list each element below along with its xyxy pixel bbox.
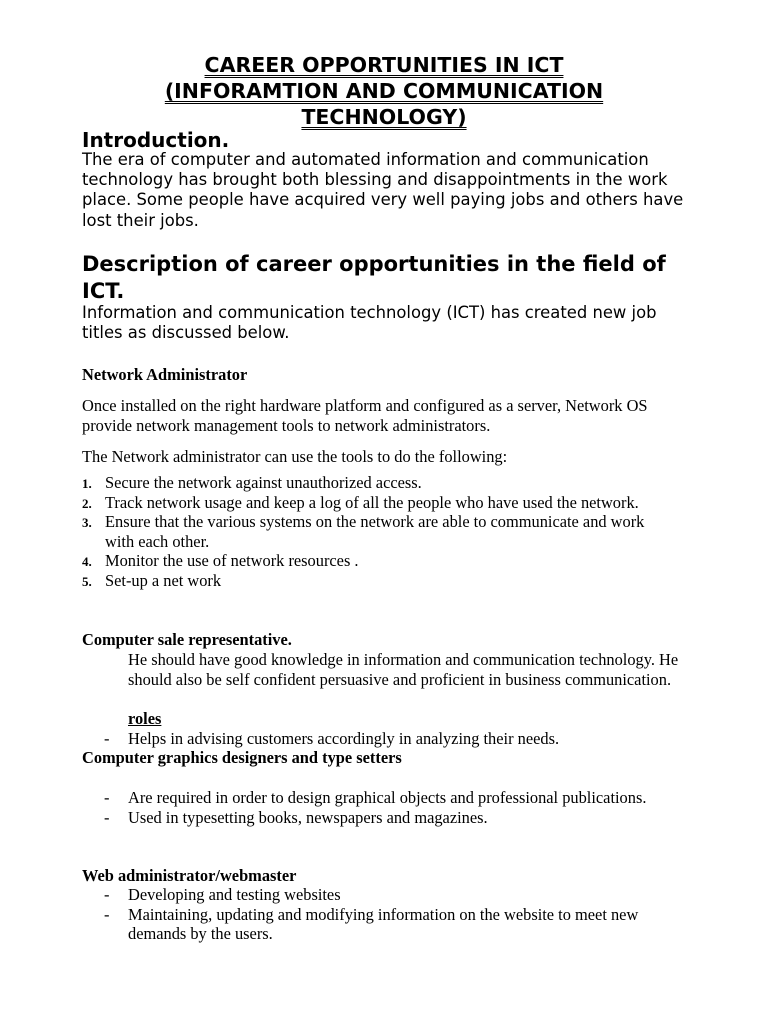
- webadmin-list: [82, 885, 682, 944]
- document-title: [82, 52, 686, 130]
- list-item: [82, 571, 672, 591]
- list-item-text: Set-up a net work: [105, 570, 222, 590]
- list-item: [82, 473, 672, 493]
- dash-bullet: -: [104, 729, 110, 748]
- network-admin-task-list: [82, 473, 672, 591]
- list-item: [82, 512, 672, 551]
- title-line-1: CAREER OPPORTUNITIES IN ICT: [204, 53, 564, 77]
- list-item: [82, 885, 682, 905]
- list-number: 2.: [82, 495, 92, 511]
- list-number: 4.: [82, 554, 92, 570]
- list-item: [82, 905, 682, 944]
- graphics-heading: Computer graphics designers and type setters: [82, 748, 402, 767]
- network-admin-para-2: The Network administrator can use the tools to do the following:: [82, 447, 508, 466]
- graphics-list: [82, 788, 662, 827]
- sales-rep-heading: Computer sale representative.: [82, 630, 292, 649]
- dash-bullet: -: [104, 788, 110, 807]
- list-item-text: Track network usage and keep a log of all the people who have used the network.: [105, 492, 639, 512]
- list-item: [82, 551, 672, 571]
- list-item-text: Used in typesetting books, newspapers and magazines.: [128, 807, 488, 827]
- roles-label: roles: [128, 709, 162, 728]
- sales-rep-text: He should have good knowledge in information and communication technology. He should also be self confident persuasive and proficient in business communication.: [128, 650, 679, 689]
- list-item: [82, 808, 662, 828]
- network-admin-para-1: Once installed on the right hardware platform and configured as a server, Network OS provide network management tools to network administrators.: [82, 396, 648, 435]
- introduction-text: The era of computer and automated information and communication technology has brought both blessing and disappointments in the work place. Some people have acquired very well paying jobs and others have lost their jobs.: [82, 150, 684, 230]
- list-item: [82, 788, 662, 808]
- dash-bullet: -: [104, 904, 110, 924]
- list-item-text: Maintaining, updating and modifying information on the website to meet new demands by the users.: [128, 904, 639, 944]
- description-text: Information and communication technology (ICT) has created new job titles as discussed below.: [82, 303, 657, 343]
- list-item-text: Helps in advising customers accordingly in analyzing their needs.: [128, 729, 560, 748]
- list-item-text: Ensure that the various systems on the network are able to communicate and work with each other.: [105, 512, 645, 551]
- dash-bullet: -: [104, 885, 110, 904]
- dash-bullet: -: [104, 807, 110, 827]
- list-number: 1.: [82, 476, 92, 491]
- list-number: 5.: [82, 573, 92, 589]
- sales-rep-roles-list: [82, 729, 682, 749]
- title-line-2: (INFORAMTION AND COMMUNICATION: [164, 79, 604, 103]
- network-admin-heading: Network Administrator: [82, 365, 248, 384]
- list-item-text: Monitor the use of network resources .: [105, 551, 359, 571]
- list-item-text: Developing and testing websites: [128, 885, 341, 904]
- list-item: [82, 493, 672, 513]
- introduction-heading: Introduction.: [82, 128, 230, 152]
- list-item-text: Secure the network against unauthorized access.: [105, 473, 422, 492]
- title-line-3: TECHNOLOGY): [301, 105, 467, 129]
- list-item: [82, 729, 682, 749]
- description-heading: Description of career opportunities in the field of ICT.: [82, 252, 666, 303]
- list-number: 3.: [82, 515, 92, 531]
- list-item-text: Are required in order to design graphical objects and professional publications.: [128, 788, 647, 807]
- webadmin-heading: Web administrator/webmaster: [82, 866, 297, 885]
